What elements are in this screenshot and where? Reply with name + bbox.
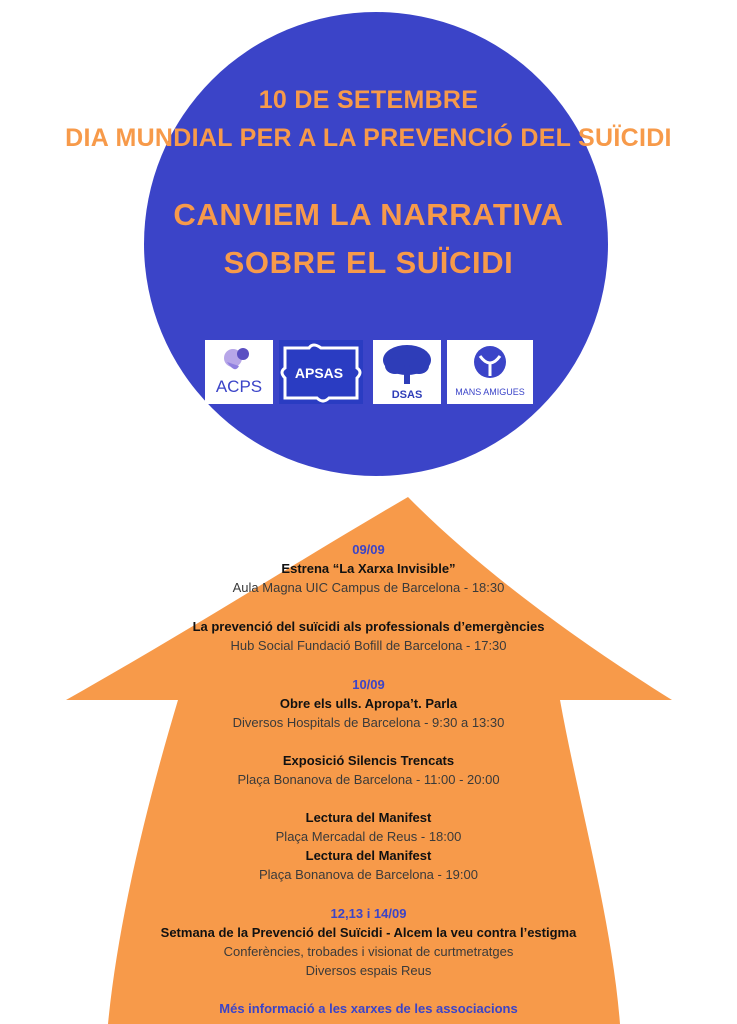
date-0909: 09/09	[352, 542, 385, 557]
mans-amigues-logo	[447, 340, 533, 404]
event-day-heading: DIA MUNDIAL PER A LA PREVENCIÓ DEL SUÏCIDI	[65, 124, 672, 152]
footer-note: Més informació a les xarxes de les associacions	[219, 1001, 518, 1016]
slogan-line-2: SOBRE EL SUÏCIDI	[223, 245, 514, 280]
apsas-logo	[279, 340, 363, 404]
event-title: Lectura del Manifest	[305, 810, 432, 825]
event-title: La prevenció del suïcidi als professionals d’emergències	[192, 619, 545, 634]
event-info: Plaça Bonanova de Barcelona - 19:00	[259, 867, 478, 882]
apsas-logo-text: APSAS	[294, 365, 344, 381]
event-info: Aula Magna UIC Campus de Barcelona - 18:30	[232, 580, 505, 595]
event-date-heading: 10 DE SETEMBRE	[258, 86, 479, 114]
event-info: Diversos Hospitals de Barcelona - 9:30 a 13:30	[232, 715, 505, 730]
slogan-line-1: CANVIEM LA NARRATIVA	[173, 197, 564, 232]
event-title: Lectura del Manifest	[305, 848, 432, 863]
event-title: Setmana de la Prevenció del Suïcidi - Alcem la veu contra l’estigma	[160, 925, 577, 940]
date-1214: 12,13 i 14/09	[330, 906, 407, 921]
acps-logo	[205, 340, 273, 404]
event-info: Conferències, trobades i visionat de curtmetratges	[223, 944, 514, 959]
acps-logo-text: ACPS	[215, 377, 263, 396]
dsas-logo	[373, 340, 441, 404]
event-title: Exposició Silencis Trencats	[282, 753, 455, 768]
dsas-logo-text: DSAS	[391, 389, 423, 401]
event-title: Estrena “La Xarxa Invisible”	[281, 561, 456, 576]
event-info: Hub Social Fundació Bofill de Barcelona - 17:30	[230, 638, 507, 653]
mans-amigues-logo-text: MANS AMIGUES	[455, 387, 525, 397]
event-info: Plaça Bonanova de Barcelona - 11:00 - 20:00	[237, 772, 500, 787]
event-info: Plaça Mercadal de Reus - 18:00	[275, 829, 462, 844]
date-1009: 10/09	[352, 677, 385, 692]
event-info: Diversos espais Reus	[305, 963, 432, 978]
event-title: Obre els ulls. Apropa’t. Parla	[279, 696, 458, 711]
